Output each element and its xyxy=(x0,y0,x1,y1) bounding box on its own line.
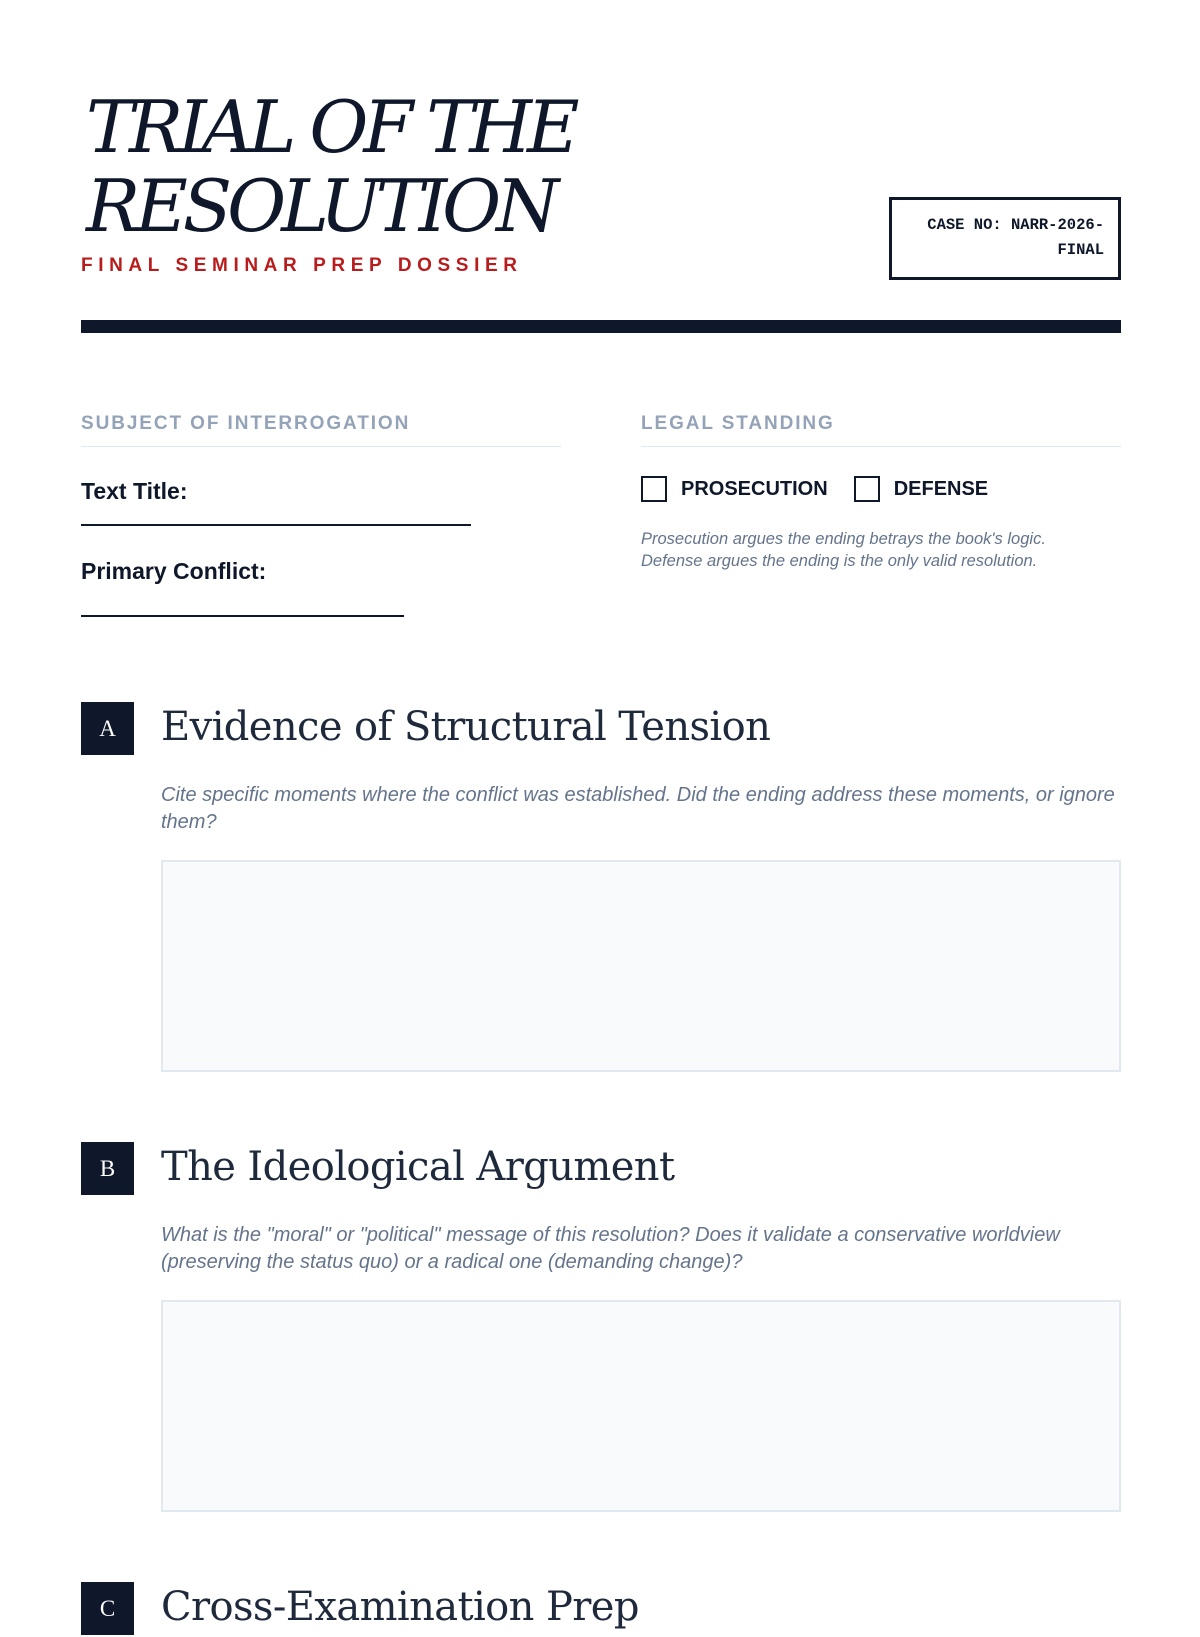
text-title-label: Text Title: xyxy=(81,478,188,504)
section-b-answer-box[interactable] xyxy=(161,1300,1121,1512)
case-number-line-2: FINAL xyxy=(1057,241,1104,259)
standing-note-line-2: Defense argues the ending is the only valid resolution. xyxy=(641,552,1038,570)
primary-conflict-field[interactable] xyxy=(81,615,404,617)
title-line-1: TRIAL OF THE xyxy=(86,85,575,169)
section-c-badge: C xyxy=(81,1582,134,1635)
dossier-header xyxy=(81,85,1121,288)
primary-conflict-label: Primary Conflict: xyxy=(81,558,267,584)
defense-label: DEFENSE xyxy=(893,477,989,500)
prosecution-label: PROSECUTION xyxy=(681,477,828,500)
header-divider xyxy=(81,320,1121,333)
prosecution-checkbox[interactable] xyxy=(641,476,667,502)
case-number-box xyxy=(889,197,1121,280)
section-b-title: The Ideological Argument xyxy=(161,1144,675,1190)
standing-note-line-1: Prosecution argues the ending betrays the book's logic. xyxy=(641,530,1046,548)
section-b-badge: B xyxy=(81,1142,134,1195)
case-number-line-1: CASE NO: NARR-2026- xyxy=(927,216,1104,234)
section-c-title: Cross-Examination Prep xyxy=(161,1584,639,1630)
text-title-field[interactable] xyxy=(81,524,471,526)
legal-standing-options xyxy=(641,475,1014,503)
dossier-page xyxy=(81,0,1121,1630)
section-a-title: Evidence of Structural Tension xyxy=(161,704,771,750)
subject-heading: SUBJECT OF INTERROGATION xyxy=(81,413,561,447)
page-title xyxy=(86,85,575,248)
legal-standing-heading: LEGAL STANDING xyxy=(641,413,1121,447)
title-line-2: RESOLUTION xyxy=(86,164,555,248)
defense-option[interactable] xyxy=(854,476,988,502)
section-c xyxy=(81,1582,1121,1630)
section-b xyxy=(81,1142,1121,1514)
section-a-badge: A xyxy=(81,702,134,755)
section-a-prompt: Cite specific moments where the conflict was established. Did the ending address these moments, or ignore them? xyxy=(161,784,1115,833)
prosecution-option[interactable] xyxy=(641,476,828,502)
section-a xyxy=(81,702,1121,1074)
defense-checkbox[interactable] xyxy=(854,476,880,502)
section-b-prompt: What is the "moral" or "political" message of this resolution? Does it validate a conservative worldview (preserving the status quo) or a radical one (demanding change)? xyxy=(161,1224,1060,1273)
section-a-answer-box[interactable] xyxy=(161,860,1121,1072)
page-subtitle: FINAL SEMINAR PREP DOSSIER xyxy=(81,255,523,276)
legal-standing-note xyxy=(641,528,1121,572)
